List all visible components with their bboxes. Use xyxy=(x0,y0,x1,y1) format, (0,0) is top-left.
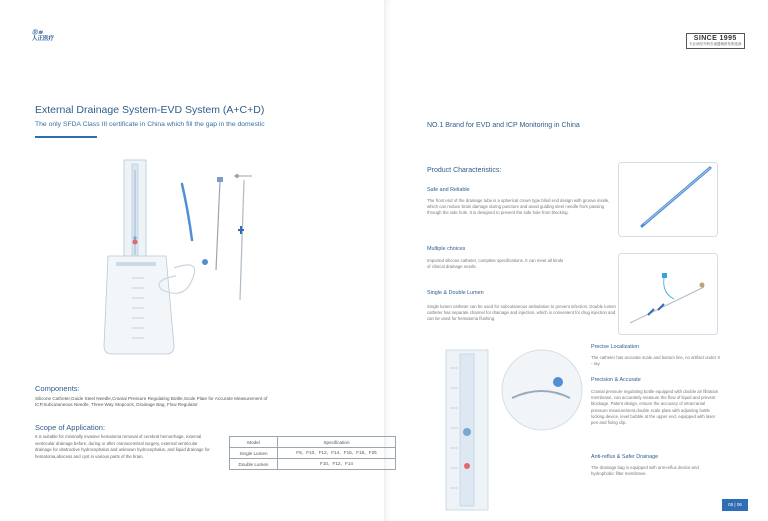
pressure-bottle-illustration xyxy=(438,348,588,513)
table-cell: Double Lumen xyxy=(230,459,278,470)
characteristics-heading: Product Characteristics: xyxy=(427,167,502,174)
scope-heading: Scope of Application: xyxy=(35,423,106,432)
brand-line: NO.1 Brand for EVD and ICP Monitoring in China xyxy=(427,122,580,129)
section-text-safe: The front end of the drainage tube is a spherical crown type blind end design with groove inside, which can reduce brain damage during puncture and avoid guiding steel needle from passing through the side hole. It is designed to prevent the side hole from blocking. xyxy=(427,198,610,216)
since-subtext: 专业神经外科引流器械研发制造商 xyxy=(689,42,742,46)
section-text-choices: Imported silicone catheter, complete specifications. It can meet all kinds of clinical drainage needs. xyxy=(427,258,564,270)
section-heading-lumen: Single & Double Lumen xyxy=(427,290,484,296)
table-cell: F10、F12、F14 xyxy=(278,459,396,470)
double-lumen-catheter-illustration xyxy=(618,253,718,335)
components-heading: Components: xyxy=(35,384,80,393)
logo-mark: Ⓡ≋ xyxy=(32,30,44,36)
title-divider xyxy=(35,136,97,138)
scope-text: It is suitable for minimally invasive hematoma removal of cerebral hemorrhage, external ventricular drainage before, during or after craniocerebral surgery, external ventricular drainage for obstructive hydrocephalus and unknown hydrocephalus, and liquid drainage for hematoma,abscess and cyst in various parts of the brain. xyxy=(35,434,210,459)
page-title: External Drainage System-EVD System (A+C+D) xyxy=(35,104,265,116)
section-text-localization: The catheter has accurate scale and barium line, no artifact under X - ray. xyxy=(591,355,721,367)
logo-text: 人正医疗 xyxy=(32,36,55,42)
specification-table xyxy=(229,436,396,470)
section-text-lumen: Single lumen catheter can be used for subcutaneous ambulation to prevent infection. Double lumen catheter has separate channel for drainage and injection, which is convenient for drug injection and can be used for hematoma flushing. xyxy=(427,304,616,322)
page-subtitle: The only SFDA Class III certificate in China which fill the gap in the domestic xyxy=(35,121,265,128)
table-cell: F6、F10、F12、F14、F16、F18、F25 xyxy=(278,448,396,459)
table-row xyxy=(230,448,396,459)
table-header-model: Model xyxy=(230,437,278,448)
since-text: SINCE 1995 xyxy=(693,35,737,42)
components-text: Silicone Catheter,Guide Steel Needle,Cranial Pressure Regulating Bottle,Scale Plate for Accurate Measurement of ICP,Subcutaneous Needle, Three-Way Stopcock, Drainage Bag, Flow Regulator xyxy=(35,396,268,408)
table-cell: Single Lumen xyxy=(230,448,278,459)
section-heading-anti-reflux: Anti-reflux & Safer Drainage xyxy=(591,454,659,460)
catheter-tip-illustration xyxy=(618,162,718,237)
company-logo xyxy=(32,30,54,42)
section-heading-safe: Safe and Reliable xyxy=(427,187,470,193)
table-header-specification: Specification xyxy=(278,437,396,448)
section-text-anti-reflux: The drainage bag is equipped with anti-reflux device and hydrophobic filter membrane. xyxy=(591,465,699,477)
section-heading-choices: Multiple choices xyxy=(427,246,466,252)
table-row xyxy=(230,459,396,470)
section-text-precision: Cranial pressure regulating bottle equipped with double air filtration membrane, can accurately measure the flow of liquid and prevent blockage. Patent design, ensure the accuracy of intracranial pressure measurement,double scale plate with adjusting bottle locking device, level bubble at the upper end, equipped with laser pen and fixing clip. xyxy=(591,389,719,426)
table-header-row xyxy=(230,437,396,448)
since-badge xyxy=(686,33,745,49)
section-heading-localization: Precise Localization xyxy=(591,344,639,350)
section-heading-precision: Precision & Accurate xyxy=(591,377,641,383)
page-number: 05 | 06 xyxy=(722,499,748,511)
evd-system-illustration xyxy=(92,150,292,365)
